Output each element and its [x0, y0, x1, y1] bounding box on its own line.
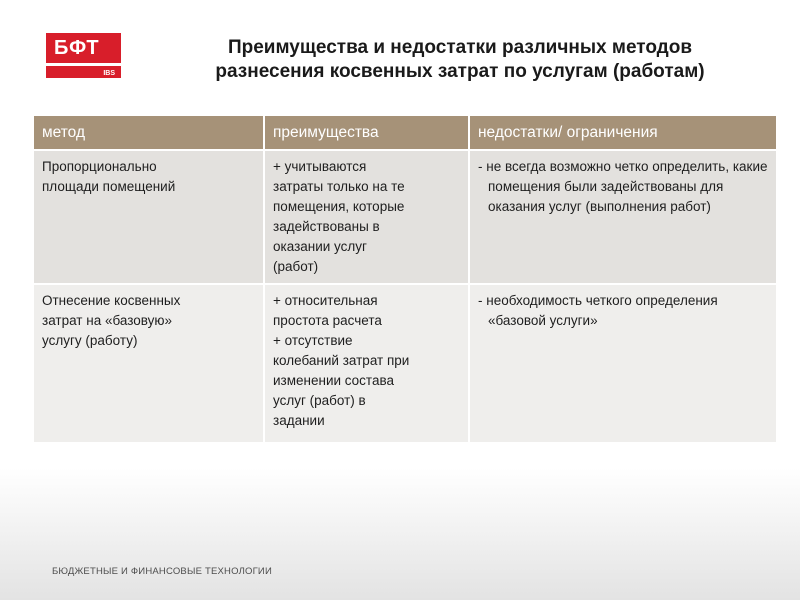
- cell-text-line: затрат на «базовую»: [42, 313, 173, 328]
- cell-text-line: оказании услуг: [273, 239, 367, 254]
- column-header-method: метод: [34, 116, 264, 150]
- cell-text-line: услуг (работ) в: [273, 393, 366, 408]
- table-row: [34, 284, 776, 442]
- cell-text-line: задании: [273, 413, 325, 428]
- cell-text-line: колебаний затрат при: [273, 353, 410, 368]
- cell-text-line: площади помещений: [42, 179, 176, 194]
- cell-advantages: [264, 284, 469, 442]
- cell-text-line: простота расчета: [273, 313, 382, 328]
- logo-subtext: IBS: [103, 70, 115, 77]
- cell-disadvantages: [469, 284, 776, 442]
- comparison-table: [34, 116, 776, 442]
- cell-method: [34, 284, 264, 442]
- cell-text-line: изменении состава: [273, 373, 394, 388]
- cell-text-line: + отсутствие: [273, 333, 353, 348]
- slide-title-line-1: Преимущества и недостатки различных методов: [227, 37, 693, 58]
- cell-text-line: + учитываются: [273, 159, 367, 174]
- cell-advantages: [264, 150, 469, 284]
- cell-method: [34, 150, 264, 284]
- column-header-advantages: преимущества: [264, 116, 469, 150]
- cell-text-line: + относительная: [273, 293, 378, 308]
- cell-text-line: помещения, которые: [273, 199, 405, 214]
- cell-text-line: задействованы в: [273, 219, 380, 234]
- cell-text-line: затраты только на те: [273, 179, 405, 194]
- cell-text-line: - не всегда возможно четко определить, какие помещения были задействованы для оказания услуг (выполнения работ): [478, 159, 768, 214]
- logo-text: БФТ: [54, 37, 100, 59]
- cell-text-line: Пропорционально: [42, 159, 157, 174]
- cell-text-line: услугу (работу): [42, 333, 138, 348]
- slide-title: [160, 36, 760, 84]
- table-row: [34, 150, 776, 284]
- cell-text-line: (работ): [273, 259, 319, 274]
- bft-logo: [46, 33, 121, 78]
- cell-text-line: - необходимость четкого определения «базовой услуги»: [478, 293, 718, 328]
- column-header-disadvantages: недостатки/ ограничения: [469, 116, 776, 150]
- slide-title-line-2: разнесения косвенных затрат по услугам (работам): [215, 61, 705, 82]
- logo-divider: [46, 63, 121, 66]
- cell-disadvantages: [469, 150, 776, 284]
- table-header-row: [34, 116, 776, 150]
- footer-company-name: БЮДЖЕТНЫЕ И ФИНАНСОВЫЕ ТЕХНОЛОГИИ: [52, 566, 272, 577]
- cell-text-line: Отнесение косвенных: [42, 293, 181, 308]
